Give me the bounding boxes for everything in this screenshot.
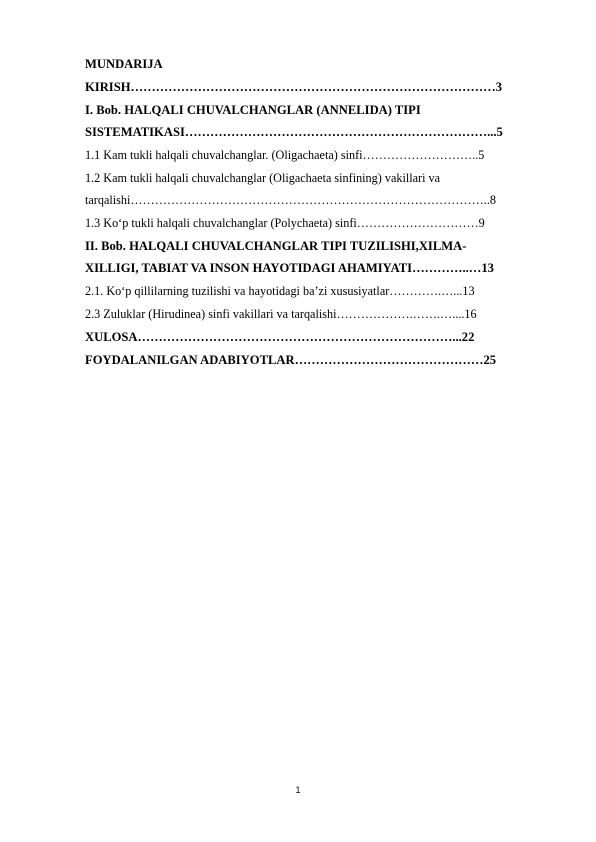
toc-entry-chapter-2-line-2: XILLIGI, TABIAT VA INSON HAYOTIDAGI AHAMIYATI…………..…13: [85, 261, 494, 275]
toc-entry-chapter-1-line-1: I. Bob. HALQALI CHUVALCHANGLAR (ANNELIDA) TIPI: [85, 103, 421, 117]
toc-entry-1-2-line-2: tarqalishi……………………………………………………………………………..8: [85, 193, 496, 207]
page-number: 1: [295, 785, 301, 795]
toc-entry-kirish: KIRISH……………………………………………………………………………3: [85, 80, 503, 94]
toc-entry-1-2-line-1: 1.2 Kam tukli halqali chuvalchanglar (Oligachaeta sinfining) vakillari va: [85, 171, 441, 185]
toc-entry-chapter-2-line-1: II. Bob. HALQALI CHUVALCHANGLAR TIPI TUZILISHI,XILMA-: [85, 239, 467, 253]
toc-heading: MUNDARIJA: [85, 57, 163, 71]
toc-entry-xulosa: XULOSA…………………………………………………………………...22: [85, 330, 475, 344]
toc-entry-1-3: 1.3 Ko‘p tukli halqali chuvalchanglar (Polychaeta) sinfi…………………………9: [85, 216, 485, 230]
toc-entry-1-1: 1.1 Kam tukli halqali chuvalchanglar. (Oligachaeta) sinfi………………………..5: [85, 148, 485, 162]
table-of-contents: [85, 56, 551, 375]
toc-entry-foydalanilgan-adabiyotlar: FOYDALANILGAN ADABIYOTLAR………………………………………25: [85, 353, 497, 367]
toc-entry-2-3: 2.3 Zuluklar (Hirudinea) sinfi vakillari va tarqalishi……………….…….…....16: [85, 307, 477, 321]
toc-entry-chapter-1-line-2: SISTEMATIKASI………………………………………………………………...5: [85, 125, 503, 139]
toc-entry-2-1: 2.1. Ko‘p qillilarning tuzilishi va hayotidagi ba’zi xususiyatlar………….…...13: [85, 284, 475, 298]
